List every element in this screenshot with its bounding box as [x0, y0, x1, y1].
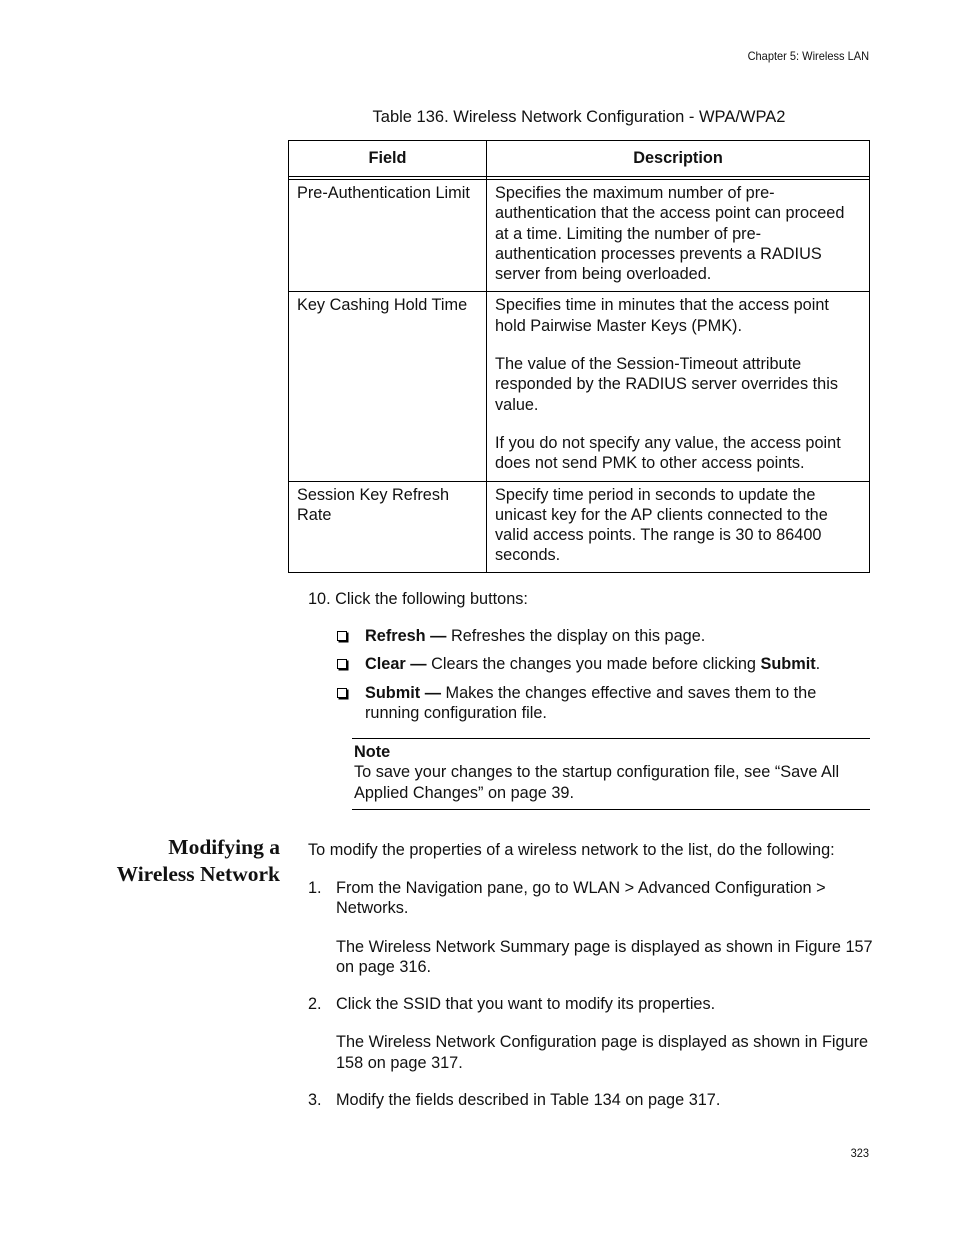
button-desc-refresh: Refreshes the display on this page. — [446, 627, 706, 645]
button-desc-submit: Makes the changes effective and saves them to the running configuration file. — [365, 683, 817, 722]
step-paragraph: The Wireless Network Summary page is displayed as shown in Figure 157 on page 316. — [336, 937, 873, 976]
button-name-submit: Submit — — [365, 683, 441, 702]
list-item — [308, 994, 873, 1073]
checkbox-bullet-icon — [337, 631, 347, 641]
description-paragraph: The value of the Session-Timeout attribute responded by the RADIUS server overrides this value. — [495, 355, 838, 414]
sentence-end: . — [815, 655, 821, 674]
description-cell — [487, 292, 870, 481]
list-item-submit — [337, 683, 870, 724]
list-item — [308, 1090, 873, 1110]
list-item-refresh — [337, 626, 870, 646]
step-number: 1. — [308, 879, 322, 897]
description-paragraph: Specifies the maximum number of pre-authentication that the access point can proceed at a time. Limiting the number of pre-authentication processes prevents a RADIUS server from being overloaded. — [495, 184, 845, 284]
wireless-config-table — [288, 140, 870, 573]
list-item — [308, 878, 873, 977]
step-number: 2. — [308, 995, 322, 1014]
button-desc-clear: Clears the changes you made before clicking — [426, 655, 761, 674]
step-10-text: 10. Click the following buttons: — [308, 590, 528, 608]
button-name-clear: Clear — — [365, 655, 427, 674]
step-paragraph: The Wireless Network Configuration page is displayed as shown in Figure 158 on page 317. — [336, 1033, 869, 1072]
running-header: Chapter 5: Wireless LAN — [747, 49, 869, 63]
page-number: 323 — [850, 1146, 869, 1160]
description-paragraph: If you do not specify any value, the access point does not send PMK to other access points. — [495, 433, 841, 473]
button-list — [337, 626, 870, 731]
step-paragraph: Click the SSID that you want to modify its properties. — [336, 995, 716, 1014]
section-heading-line-1: Modifying a — [168, 835, 280, 859]
step-paragraph: From the Navigation pane, go to WLAN > Advanced Configuration > Networks. — [336, 879, 826, 918]
table-row — [289, 481, 870, 572]
button-name-refresh: Refresh — — [365, 627, 447, 645]
section-heading-line-2: Wireless Network — [116, 862, 280, 886]
step-number: 3. — [308, 1091, 322, 1110]
steps-list — [308, 878, 873, 1127]
list-item-clear — [337, 654, 870, 674]
field-cell: Session Key Refresh Rate — [289, 481, 487, 572]
table-row — [289, 292, 870, 481]
description-paragraph: Specify time period in seconds to update the unicast key for the AP clients connected to the valid access points. The range is 30 to 86400 seconds. — [495, 485, 828, 565]
note-text: To save your changes to the startup configuration file, see “Save All Applied Changes” on page 39. — [354, 763, 840, 802]
section-heading — [117, 834, 280, 888]
checkbox-bullet-icon — [337, 659, 347, 669]
step-paragraph: Modify the fields described in Table 134 on page 317. — [336, 1091, 721, 1110]
submit-reference: Submit — [760, 655, 816, 674]
column-header-description: Description — [487, 141, 870, 177]
column-header-field: Field — [289, 141, 487, 177]
section-intro: To modify the properties of a wireless network to the list, do the following: — [308, 841, 835, 859]
description-cell — [487, 481, 870, 572]
table-header-row — [289, 141, 870, 177]
field-cell: Pre-Authentication Limit — [289, 180, 487, 292]
note-title: Note — [354, 743, 391, 761]
field-cell: Key Cashing Hold Time — [289, 292, 487, 481]
table-row — [289, 180, 870, 292]
table-caption: Table 136. Wireless Network Configuration - WPA/WPA2 — [372, 108, 786, 126]
description-paragraph: Specifies time in minutes that the access point hold Pairwise Master Keys (PMK). — [495, 296, 829, 335]
checkbox-bullet-icon — [337, 688, 347, 698]
description-cell — [487, 180, 870, 292]
note-box — [352, 738, 870, 810]
